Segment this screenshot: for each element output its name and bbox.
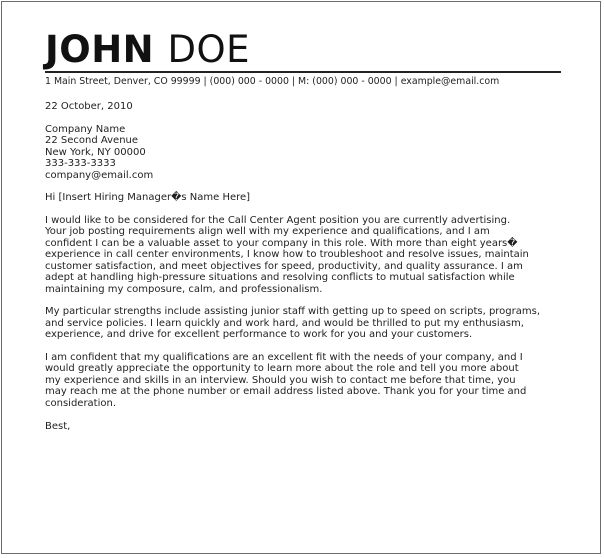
paragraph-line: experience in call center environments, I know how to troubleshoot and resolve issues, maintain [45,249,529,260]
paragraph-line: maintaining my composure, calm, and professionalism. [45,283,323,295]
greeting: Hi [Insert Hiring Manager�s Name Here] [45,192,251,203]
body-paragraph-1 [45,215,561,296]
paragraph-line: I am confident that my qualifications are an excellent fit with the needs of your company, and I [45,351,523,363]
recipient-address [45,124,561,182]
paragraph-line: customer satisfaction, and meet objectives for speed, productivity, and quality assurance. I am [45,260,523,272]
paragraph-line: would greatly appreciate the opportunity to learn more about the role and tell you more about [45,363,519,374]
recipient-city: New York, NY 00000 [45,146,146,158]
header-divider [45,71,561,73]
body-paragraph-3 [45,352,561,410]
paragraph-line: may reach me at the phone number or email address listed above. Thank you for your time and [45,386,527,397]
body-paragraph-2 [45,306,561,341]
paragraph-line: experience, and drive for excellent performance to work for you and your customers. [45,329,473,340]
paragraph-line: Your job posting requirements align well with my experience and qualifications, and I am [45,226,490,237]
letter-date: 22 October, 2010 [45,101,133,112]
recipient-street: 22 Second Avenue [45,135,139,146]
paragraph-line: I would like to be considered for the Call Center Agent position you are currently advertising. [45,214,511,226]
contact-line: 1 Main Street, Denver, CO 99999 | (000) 000 - 0000 | M: (000) 000 - 0000 | example@email.com [45,76,500,87]
recipient-phone: 333-333-3333 [45,158,116,169]
paragraph-line: adept at handling high-pressure situations and resolving conflicts to mutual satisfaction while [45,272,515,283]
applicant-first-name: JOHN [45,28,155,71]
recipient-company: Company Name [45,123,126,135]
paragraph-line: my experience and skills in an interview. Should you wish to contact me before that time, you [45,374,516,386]
closing: Best, [45,421,71,432]
letter-content [45,30,561,433]
recipient-email: company@email.com [45,169,154,181]
applicant-last-name: DOE [167,28,251,71]
applicant-name [45,30,561,70]
paragraph-line: consideration. [45,397,117,409]
paragraph-line: and service policies. I learn quickly and work hard, and would be thrilled to put my enthusiasm, [45,317,524,329]
paragraph-line: confident I can be a valuable asset to your company in this role. With more than eight years� [45,237,518,249]
paragraph-line: My particular strengths include assisting junior staff with getting up to speed on scripts, programs, [45,306,541,317]
letter-page [1,1,601,554]
